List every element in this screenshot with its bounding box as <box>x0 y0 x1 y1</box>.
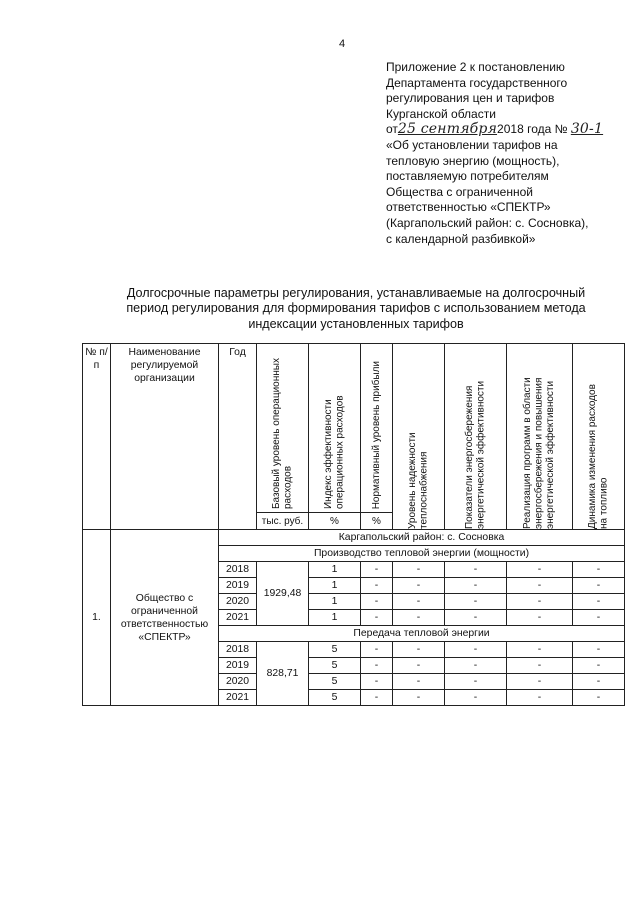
header-reliability <box>393 344 445 530</box>
annex-date-line <box>386 122 626 138</box>
cell-reliability: - <box>393 658 445 674</box>
cell-reliability: - <box>393 594 445 610</box>
header-organization: Наименование регулируемой организации <box>111 344 219 530</box>
cell-reliability: - <box>393 562 445 578</box>
annex-line: ответственностью «СПЕКТР» <box>386 200 551 215</box>
annex-year-text: 2018 года № <box>497 122 568 137</box>
header-text: Динамика изменения расходов на топливо <box>587 384 610 529</box>
cell-programs: - <box>507 610 573 626</box>
header-text: Показатели энергосбережения энергетической эффективности <box>464 380 487 529</box>
cell-energy: - <box>445 690 507 706</box>
document-title <box>96 286 616 332</box>
annex-line: Департамента государственного <box>386 75 568 90</box>
unit-profit: % <box>361 513 393 530</box>
cell-index: 5 <box>309 658 361 674</box>
header-text: Реализация программ в области энергосбережения и повышения энергетической эффективности <box>522 377 557 529</box>
cell-energy: - <box>445 594 507 610</box>
annex-line: тепловую энергию (мощность), <box>386 153 560 168</box>
cell-fuel: - <box>573 674 625 690</box>
cell-year: 2021 <box>219 610 257 626</box>
cell-programs: - <box>507 578 573 594</box>
header-text: Уровень надежности теплоснабжения <box>407 432 430 529</box>
cell-year: 2020 <box>219 674 257 690</box>
district-name: Каргапольский район: с. Сосновка <box>219 530 625 546</box>
handwritten-date: 25 сентября <box>397 121 498 138</box>
cell-year: 2019 <box>219 578 257 594</box>
cell-reliability: - <box>393 610 445 626</box>
annex-line: Приложение 2 к постановлению <box>386 60 565 74</box>
cell-programs: - <box>507 594 573 610</box>
cell-reliability: - <box>393 690 445 706</box>
annex-line: «Об установлении тарифов на <box>386 137 558 152</box>
cell-programs: - <box>507 674 573 690</box>
cell-index: 5 <box>309 642 361 658</box>
cell-year: 2018 <box>219 642 257 658</box>
cell-profit: - <box>361 674 393 690</box>
cell-profit: - <box>361 578 393 594</box>
cell-profit: - <box>361 690 393 706</box>
cell-fuel: - <box>573 610 625 626</box>
cell-programs: - <box>507 562 573 578</box>
cell-fuel: - <box>573 658 625 674</box>
cell-year: 2018 <box>219 562 257 578</box>
unit-base: тыс. руб. <box>257 513 309 530</box>
header-row <box>83 344 625 513</box>
parameters-table <box>82 343 625 706</box>
cell-energy: - <box>445 562 507 578</box>
annex-line: поставляемую потребителям <box>386 169 549 184</box>
title-line: период регулирования для формирования тарифов с использованием метода <box>126 301 586 316</box>
cell-year: 2021 <box>219 690 257 706</box>
cell-base-level: 1929,48 <box>257 562 309 626</box>
cell-energy: - <box>445 578 507 594</box>
cell-index: 5 <box>309 690 361 706</box>
cell-energy: - <box>445 674 507 690</box>
cell-reliability: - <box>393 642 445 658</box>
row-number: 1. <box>83 530 111 706</box>
cell-year: 2020 <box>219 594 257 610</box>
header-efficiency-index <box>309 344 361 513</box>
organization-name: Общество с ограниченной ответственностью «СПЕКТР» <box>111 530 219 706</box>
section-production: Производство тепловой энергии (мощности) <box>219 546 625 562</box>
handwritten-number: 30-1 <box>570 121 604 138</box>
title-line: Долгосрочные параметры регулирования, устанавливаемые на долгосрочный <box>126 286 586 300</box>
header-profit <box>361 344 393 513</box>
header-year: Год <box>219 344 257 530</box>
section-transmission: Передача тепловой энергии <box>219 626 625 642</box>
cell-profit: - <box>361 610 393 626</box>
cell-programs: - <box>507 690 573 706</box>
header-energy-indicators <box>445 344 507 530</box>
page-number: 4 <box>339 38 346 50</box>
annex-from-prefix: от <box>386 122 398 137</box>
cell-index: 1 <box>309 594 361 610</box>
cell-fuel: - <box>573 642 625 658</box>
cell-profit: - <box>361 658 393 674</box>
cell-fuel: - <box>573 562 625 578</box>
annex-line: регулирования цен и тарифов <box>386 91 555 106</box>
cell-fuel: - <box>573 690 625 706</box>
cell-index: 1 <box>309 578 361 594</box>
cell-fuel: - <box>573 578 625 594</box>
annex-line: Курганской области <box>386 106 496 121</box>
annex-line: с календарной разбивкой» <box>386 231 536 246</box>
header-fuel <box>573 344 625 530</box>
title-line: индексации установленных тарифов <box>248 316 464 331</box>
cell-energy: - <box>445 610 507 626</box>
cell-year: 2019 <box>219 658 257 674</box>
header-num: № п/п <box>83 344 111 530</box>
cell-base-level: 828,71 <box>257 642 309 706</box>
cell-index: 1 <box>309 562 361 578</box>
cell-index: 5 <box>309 674 361 690</box>
cell-profit: - <box>361 562 393 578</box>
header-base-level <box>257 344 309 513</box>
header-text: Индекс эффективности операционных расходов <box>323 395 346 510</box>
header-text: Нормативный уровень прибыли <box>370 360 382 510</box>
cell-index: 1 <box>309 610 361 626</box>
cell-profit: - <box>361 594 393 610</box>
annex-header <box>386 60 626 247</box>
cell-programs: - <box>507 658 573 674</box>
cell-energy: - <box>445 658 507 674</box>
annex-line: (Каргапольский район: с. Сосновка), <box>386 215 589 230</box>
district-row <box>83 530 625 546</box>
annex-line: Общества с ограниченной <box>386 184 533 199</box>
cell-energy: - <box>445 642 507 658</box>
cell-programs: - <box>507 642 573 658</box>
cell-profit: - <box>361 642 393 658</box>
cell-fuel: - <box>573 594 625 610</box>
unit-index: % <box>309 513 361 530</box>
cell-reliability: - <box>393 578 445 594</box>
cell-reliability: - <box>393 674 445 690</box>
header-text: Базовый уровень операционных расходов <box>271 358 294 510</box>
header-programs <box>507 344 573 530</box>
